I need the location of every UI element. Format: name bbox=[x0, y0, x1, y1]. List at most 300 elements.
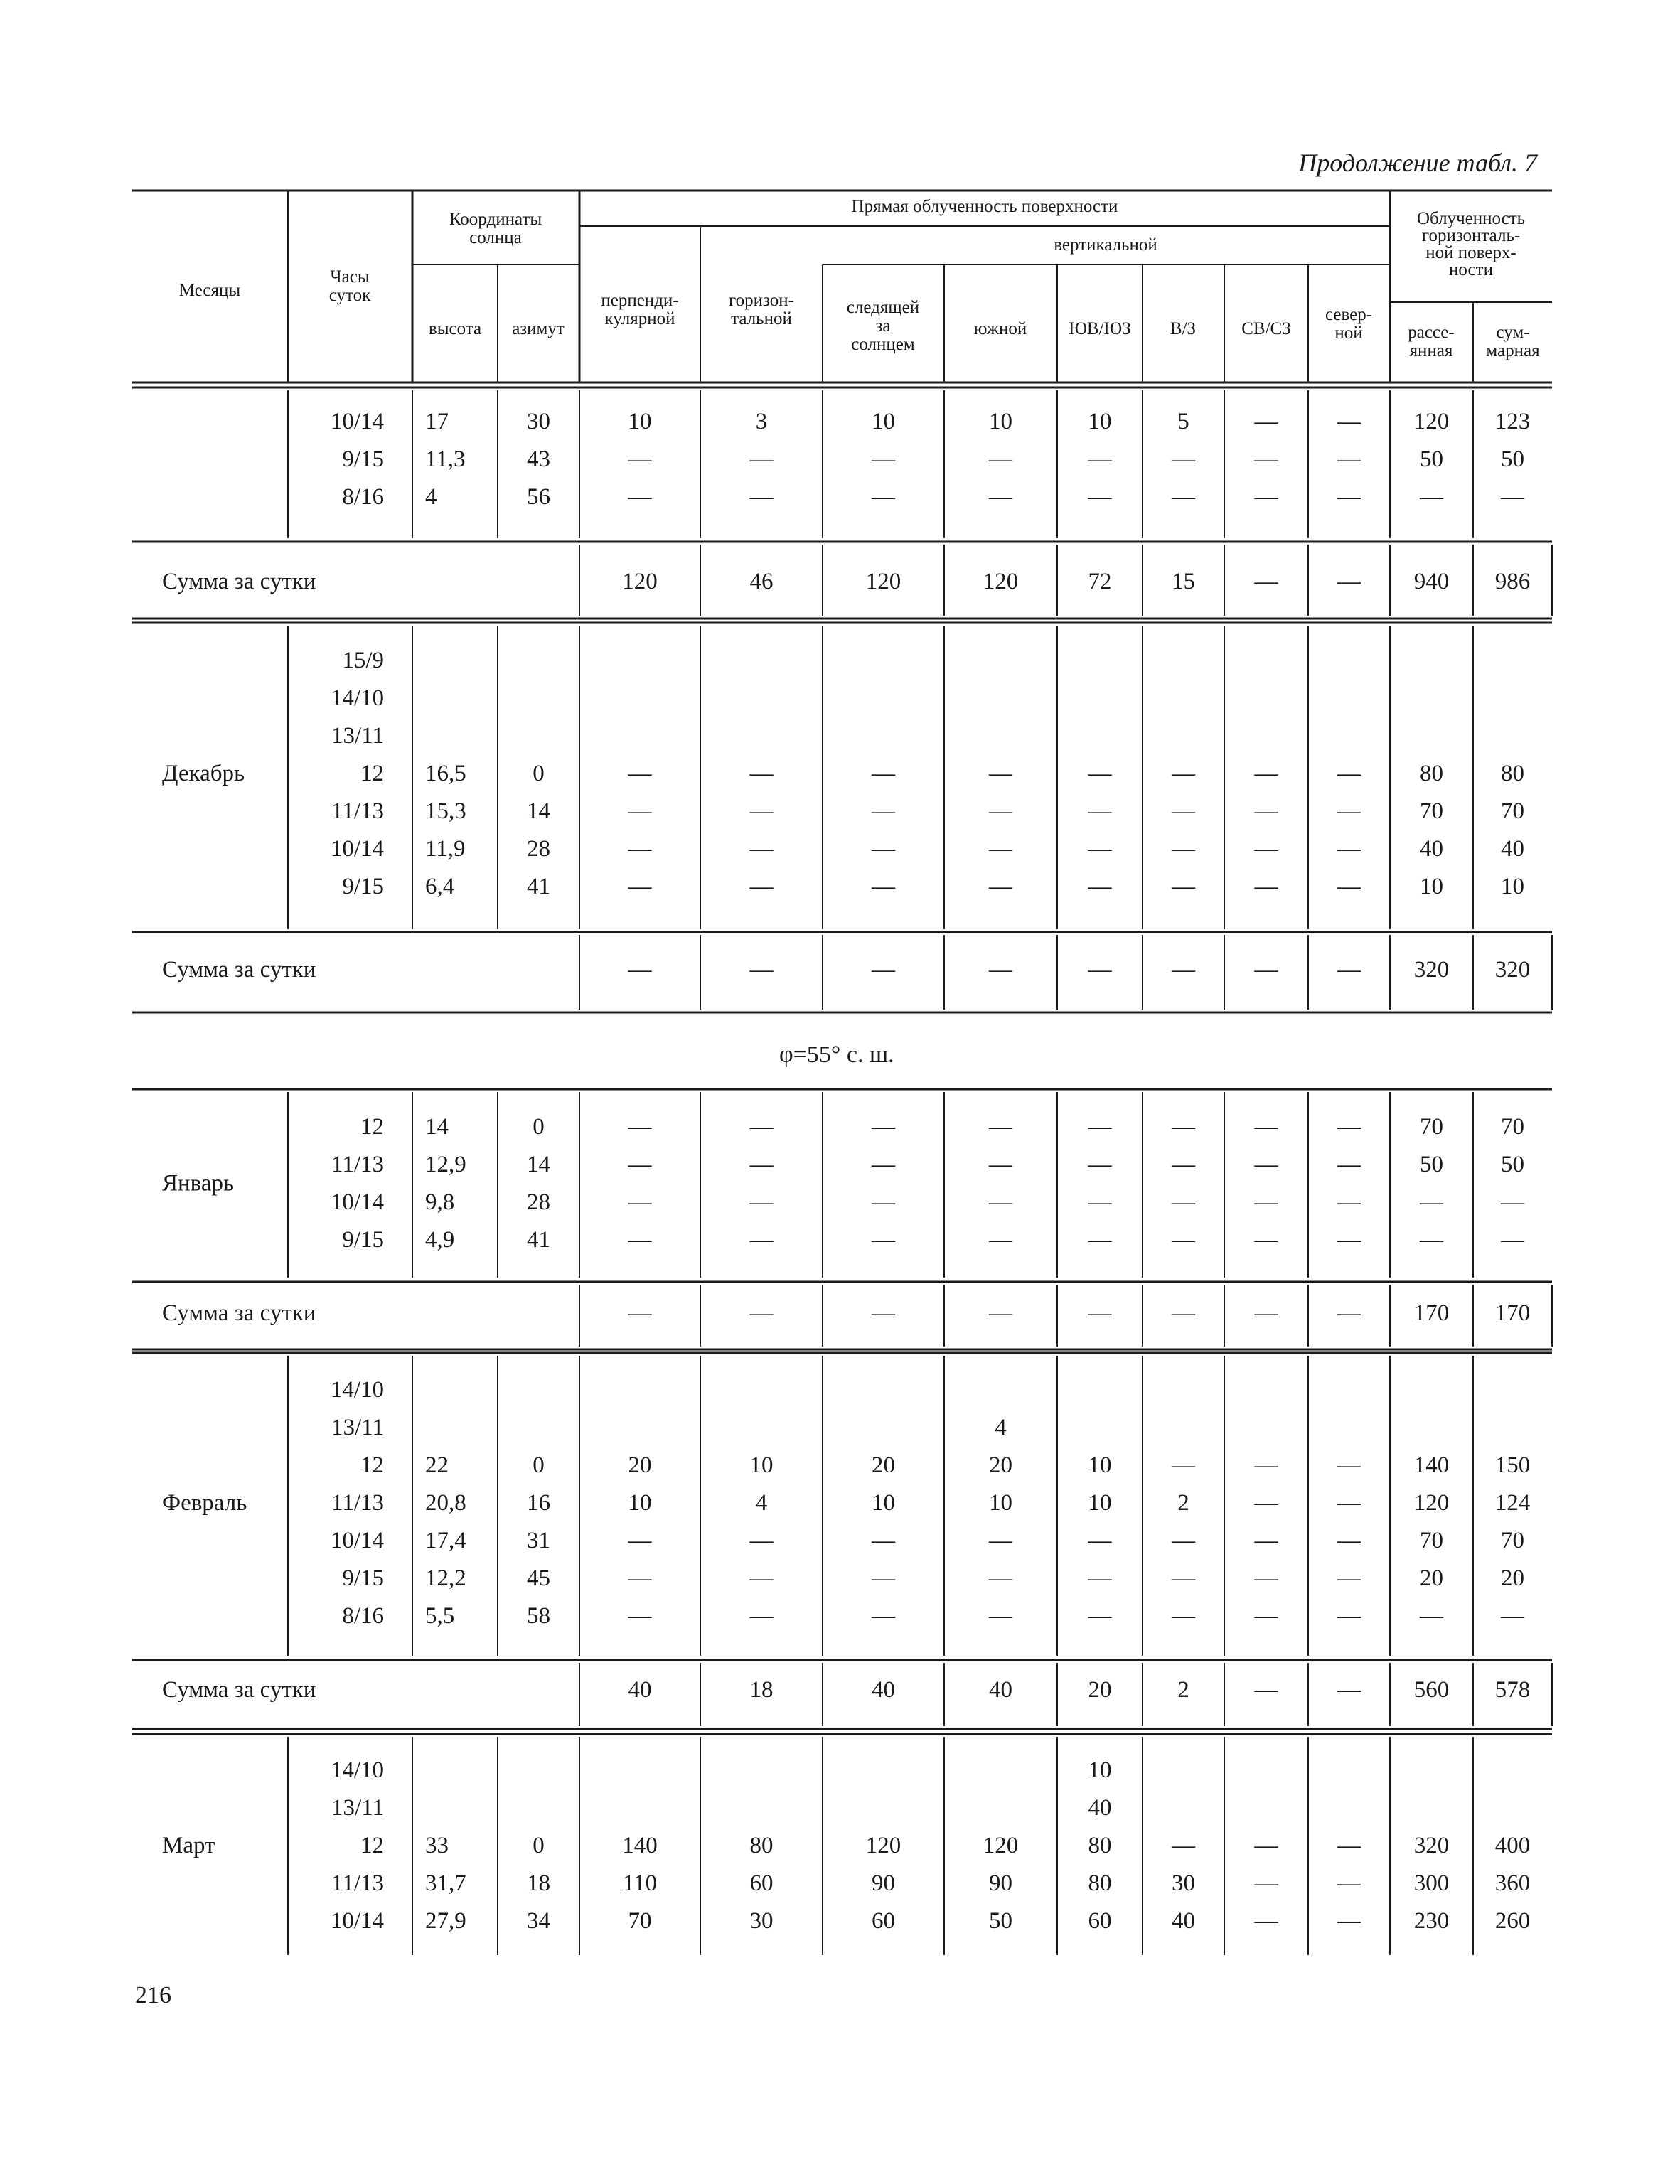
sum-cell: 72 bbox=[1088, 569, 1112, 594]
table-cell: — bbox=[1337, 1227, 1361, 1253]
table-cell: 0 bbox=[533, 761, 545, 786]
table-cell: — bbox=[1172, 1603, 1195, 1629]
table-cell: — bbox=[1337, 1189, 1361, 1215]
table-cell: 5,5 bbox=[425, 1603, 455, 1629]
table-cell: 50 bbox=[1501, 1152, 1524, 1177]
table-cell: — bbox=[1337, 1152, 1361, 1177]
table-cell: 40 bbox=[1088, 1795, 1112, 1821]
month-label: Февраль bbox=[162, 1490, 247, 1516]
table-cell: 43 bbox=[527, 446, 550, 472]
table-cell: — bbox=[628, 446, 652, 472]
header-horiz-irr: ной поверх- bbox=[1425, 243, 1516, 262]
table-cell: 50 bbox=[989, 1908, 1012, 1934]
table-cell: — bbox=[989, 836, 1012, 862]
table-cell: — bbox=[1254, 798, 1278, 824]
table-cell: — bbox=[749, 836, 774, 862]
table-cell: 30 bbox=[749, 1908, 774, 1934]
table-cell: 16,5 bbox=[425, 761, 466, 786]
table-cell: — bbox=[989, 1114, 1012, 1140]
table-cell: 11/13 bbox=[331, 1870, 384, 1896]
header-tracking: солнцем bbox=[851, 335, 915, 354]
table-cell: — bbox=[1337, 1908, 1361, 1934]
header-coords: Координаты bbox=[449, 210, 542, 229]
table-cell: — bbox=[989, 1528, 1012, 1553]
header-total: сум- bbox=[1496, 323, 1530, 342]
table-cell: 80 bbox=[1420, 761, 1443, 786]
table-cell: 8/16 bbox=[342, 1603, 384, 1629]
sum-label: Сумма за сутки bbox=[162, 1300, 316, 1326]
table-cell: 11,9 bbox=[425, 836, 466, 862]
sum-label: Сумма за сутки bbox=[162, 1677, 316, 1703]
table-cell: — bbox=[1172, 1114, 1195, 1140]
table-cell: — bbox=[1501, 1189, 1524, 1215]
table-cell: 41 bbox=[527, 1227, 550, 1253]
table-cell: 34 bbox=[527, 1908, 550, 1934]
table-cell: — bbox=[1172, 836, 1195, 862]
table-cell: 0 bbox=[533, 1114, 545, 1140]
header-perpendicular: кулярной bbox=[604, 309, 675, 328]
table-cell: — bbox=[1254, 1908, 1278, 1934]
table-cell: 5 bbox=[1177, 409, 1189, 434]
table-cell: 80 bbox=[1088, 1870, 1112, 1896]
table-cell: 80 bbox=[749, 1833, 774, 1858]
table-cell: 4 bbox=[995, 1415, 1007, 1440]
table-cell: — bbox=[1172, 1565, 1195, 1591]
table-cell: — bbox=[1337, 1452, 1361, 1478]
table-caption: Продолжение табл. 7 bbox=[1298, 149, 1537, 177]
table-cell: 70 bbox=[1501, 798, 1524, 824]
sum-cell: 15 bbox=[1172, 569, 1195, 594]
table-cell: 50 bbox=[1420, 1152, 1443, 1177]
header-horiz-irr: горизонталь- bbox=[1421, 226, 1521, 245]
table-cell: — bbox=[1254, 1833, 1278, 1858]
sum-cell: 320 bbox=[1494, 957, 1531, 983]
table-cell: 20 bbox=[1420, 1565, 1443, 1591]
sum-cell: — bbox=[1337, 1677, 1361, 1703]
table-cell: — bbox=[1088, 874, 1112, 899]
table-cell: — bbox=[1172, 798, 1195, 824]
table-cell: — bbox=[1337, 798, 1361, 824]
table-cell: 2 bbox=[1177, 1490, 1189, 1516]
table-cell: — bbox=[1172, 1227, 1195, 1253]
sum-cell: 578 bbox=[1494, 1677, 1531, 1703]
table-cell: — bbox=[628, 874, 652, 899]
table-cell: — bbox=[749, 1603, 774, 1629]
table-cell: — bbox=[1088, 761, 1112, 786]
table-cell: 300 bbox=[1413, 1870, 1450, 1896]
table-cell: — bbox=[1254, 1490, 1278, 1516]
table-cell: — bbox=[989, 1152, 1012, 1177]
table-cell: — bbox=[1172, 1833, 1195, 1858]
table-cell: — bbox=[1172, 1452, 1195, 1478]
table-cell: — bbox=[1420, 484, 1443, 510]
table-cell: 14/10 bbox=[330, 1757, 384, 1783]
table-cell: — bbox=[989, 484, 1012, 510]
table-cell: — bbox=[1254, 836, 1278, 862]
sum-cell: — bbox=[628, 957, 652, 983]
header-horiz-irr: ности bbox=[1449, 260, 1493, 279]
table-cell: — bbox=[1254, 761, 1278, 786]
table-cell: 70 bbox=[1420, 1114, 1443, 1140]
sum-cell: 20 bbox=[1088, 1677, 1112, 1703]
table-cell: — bbox=[1254, 874, 1278, 899]
header-coords: солнца bbox=[469, 228, 522, 247]
page-number: 216 bbox=[135, 1982, 171, 2008]
header-diffuse: янная bbox=[1409, 341, 1453, 360]
table-cell: — bbox=[749, 798, 774, 824]
table-cell: — bbox=[1254, 1452, 1278, 1478]
sum-cell: — bbox=[1088, 957, 1112, 983]
sum-cell: 940 bbox=[1413, 569, 1450, 594]
table-cell: 10 bbox=[749, 1452, 774, 1478]
table-cell: 16 bbox=[527, 1490, 550, 1516]
table-cell: — bbox=[1088, 1114, 1112, 1140]
table-cell: 9/15 bbox=[342, 874, 384, 899]
table-cell: 33 bbox=[425, 1833, 449, 1858]
table-cell: 123 bbox=[1494, 409, 1531, 434]
header-total: марная bbox=[1486, 341, 1540, 360]
table-cell: 20 bbox=[1501, 1565, 1524, 1591]
table-cell: — bbox=[1254, 1152, 1278, 1177]
table-cell: 9/15 bbox=[342, 1565, 384, 1591]
header-se-sw: ЮВ/ЮЗ bbox=[1069, 319, 1131, 338]
table-cell: — bbox=[1172, 484, 1195, 510]
header-south: южной bbox=[973, 319, 1027, 338]
table-cell: 150 bbox=[1494, 1452, 1531, 1478]
table-cell: 11/13 bbox=[331, 1152, 384, 1177]
table-cell: 70 bbox=[1501, 1528, 1524, 1553]
header-ne-nw: СВ/СЗ bbox=[1241, 319, 1291, 338]
table-cell: — bbox=[628, 836, 652, 862]
table-cell: — bbox=[749, 874, 774, 899]
sum-cell: — bbox=[1254, 569, 1278, 594]
table-cell: — bbox=[1337, 409, 1361, 434]
table-cell: 40 bbox=[1420, 836, 1443, 862]
table-cell: 60 bbox=[749, 1870, 774, 1896]
table-cell: 60 bbox=[872, 1908, 895, 1934]
table-cell: 9/15 bbox=[342, 1227, 384, 1253]
table-cell: 10/14 bbox=[330, 1528, 384, 1553]
sum-cell: 120 bbox=[983, 569, 1019, 594]
table-cell: — bbox=[872, 1528, 895, 1553]
table-cell: 10 bbox=[628, 409, 652, 434]
header-height: высота bbox=[428, 319, 482, 338]
sum-cell: — bbox=[989, 957, 1012, 983]
table-cell: 4 bbox=[425, 484, 437, 510]
table-cell: — bbox=[1254, 1189, 1278, 1215]
table-cell: 10 bbox=[989, 1490, 1012, 1516]
month-label: Март bbox=[162, 1833, 215, 1858]
table-cell: — bbox=[1501, 484, 1524, 510]
table-cell: — bbox=[1254, 409, 1278, 434]
table-cell: 12 bbox=[360, 1833, 384, 1858]
header-hours: Часы bbox=[330, 267, 370, 287]
table-cell: 12 bbox=[360, 1114, 384, 1140]
table-cell: — bbox=[1172, 874, 1195, 899]
sum-label: Сумма за сутки bbox=[162, 569, 316, 594]
table-cell: — bbox=[628, 798, 652, 824]
sum-label: Сумма за сутки bbox=[162, 957, 316, 983]
table-cell: — bbox=[1088, 798, 1112, 824]
table-cell: — bbox=[1172, 1189, 1195, 1215]
table-cell: — bbox=[1254, 1870, 1278, 1896]
table-cell: 120 bbox=[1413, 409, 1450, 434]
sum-cell: — bbox=[749, 1300, 774, 1326]
table-cell: 11,3 bbox=[425, 446, 466, 472]
sum-cell: — bbox=[872, 1300, 895, 1326]
table-cell: 10 bbox=[1420, 874, 1443, 899]
table-cell: 56 bbox=[527, 484, 550, 510]
table-cell: 12 bbox=[360, 761, 384, 786]
table-cell: — bbox=[1337, 484, 1361, 510]
table-cell: 80 bbox=[1501, 761, 1524, 786]
table-cell: 10 bbox=[989, 409, 1012, 434]
table-cell: — bbox=[1254, 1227, 1278, 1253]
table-cell: 120 bbox=[983, 1833, 1019, 1858]
table-cell: 10 bbox=[628, 1490, 652, 1516]
header-tracking: за bbox=[875, 316, 891, 336]
table-cell: — bbox=[989, 446, 1012, 472]
table-cell: 9,8 bbox=[425, 1189, 455, 1215]
table-cell: 10/14 bbox=[330, 1908, 384, 1934]
header-months: Месяцы bbox=[178, 281, 241, 300]
table-cell: — bbox=[989, 1603, 1012, 1629]
table-cell: 40 bbox=[1501, 836, 1524, 862]
table-cell: — bbox=[872, 446, 895, 472]
table-cell: 90 bbox=[872, 1870, 895, 1896]
table-cell: 10 bbox=[1088, 1757, 1112, 1783]
table-cell: — bbox=[1088, 446, 1112, 472]
table-cell: — bbox=[872, 874, 895, 899]
table-cell: 10 bbox=[872, 409, 895, 434]
table-cell: — bbox=[1254, 1603, 1278, 1629]
header-hours: суток bbox=[328, 286, 371, 305]
table-cell: — bbox=[989, 1189, 1012, 1215]
sum-cell: — bbox=[1088, 1300, 1112, 1326]
table-cell: 50 bbox=[1501, 446, 1524, 472]
table-cell: 80 bbox=[1088, 1833, 1112, 1858]
header-north: север- bbox=[1325, 305, 1373, 324]
sum-cell: 170 bbox=[1494, 1300, 1531, 1326]
table-cell: — bbox=[1337, 1833, 1361, 1858]
sum-cell: 560 bbox=[1413, 1677, 1450, 1703]
table-cell: 18 bbox=[527, 1870, 550, 1896]
table-cell: 20 bbox=[989, 1452, 1012, 1478]
table-cell: 30 bbox=[1172, 1870, 1195, 1896]
header-diffuse: рассе- bbox=[1408, 323, 1455, 342]
table-cell: 20 bbox=[628, 1452, 652, 1478]
table-cell: 17,4 bbox=[425, 1528, 466, 1553]
sum-cell: — bbox=[1254, 1300, 1278, 1326]
table-cell: 120 bbox=[1413, 1490, 1450, 1516]
table-cell: 13/11 bbox=[331, 1415, 384, 1440]
header-e-w: В/З bbox=[1170, 319, 1197, 338]
table-cell: — bbox=[749, 446, 774, 472]
table-cell: 70 bbox=[1501, 1114, 1524, 1140]
table-cell: — bbox=[1088, 836, 1112, 862]
sum-cell: — bbox=[1172, 1300, 1195, 1326]
table-cell: — bbox=[749, 1528, 774, 1553]
table-cell: — bbox=[872, 761, 895, 786]
table-cell: 13/11 bbox=[331, 1795, 384, 1821]
month-label: Январь bbox=[162, 1170, 235, 1197]
sum-cell: — bbox=[1337, 1300, 1361, 1326]
table-cell: 12,9 bbox=[425, 1152, 466, 1177]
table-cell: 140 bbox=[1413, 1452, 1450, 1478]
header-horizontal: тальной bbox=[731, 309, 792, 328]
table-cell: — bbox=[628, 1114, 652, 1140]
table-cell: 12,2 bbox=[425, 1565, 466, 1591]
table-cell: 41 bbox=[527, 874, 550, 899]
table-cell: — bbox=[1254, 1565, 1278, 1591]
table-cell: — bbox=[872, 836, 895, 862]
table-cell: 140 bbox=[622, 1833, 658, 1858]
table-cell: — bbox=[872, 1114, 895, 1140]
table-cell: 14/10 bbox=[330, 685, 384, 711]
header-vertical: вертикальной bbox=[1054, 235, 1157, 255]
table-cell: 11/13 bbox=[331, 1490, 384, 1516]
table-cell: — bbox=[1254, 446, 1278, 472]
table-cell: — bbox=[628, 1227, 652, 1253]
table-cell: — bbox=[872, 1227, 895, 1253]
table-cell: — bbox=[1172, 446, 1195, 472]
sum-cell: 40 bbox=[872, 1677, 895, 1703]
sum-cell: 40 bbox=[989, 1677, 1012, 1703]
table-cell: — bbox=[1337, 1565, 1361, 1591]
table-cell: 28 bbox=[527, 1189, 550, 1215]
table-cell: — bbox=[628, 1565, 652, 1591]
sum-cell: — bbox=[628, 1300, 652, 1326]
month-label: Декабрь bbox=[162, 761, 245, 786]
table-cell: 124 bbox=[1494, 1490, 1531, 1516]
table-cell: 10 bbox=[1088, 1452, 1112, 1478]
table-cell: — bbox=[749, 761, 774, 786]
table-cell: 13/11 bbox=[331, 723, 384, 749]
table-cell: 28 bbox=[527, 836, 550, 862]
table-cell: 120 bbox=[865, 1833, 901, 1858]
sum-cell: 46 bbox=[749, 569, 774, 594]
table-cell: — bbox=[749, 1189, 774, 1215]
table-cell: 40 bbox=[1172, 1908, 1195, 1934]
table-cell: 70 bbox=[1420, 798, 1443, 824]
sum-cell: — bbox=[872, 957, 895, 983]
table-cell: 11/13 bbox=[331, 798, 384, 824]
table-cell: — bbox=[628, 1152, 652, 1177]
table-cell: 14 bbox=[527, 1152, 550, 1177]
table-cell: 12 bbox=[360, 1452, 384, 1478]
table-cell: — bbox=[1088, 1603, 1112, 1629]
table-cell: — bbox=[1337, 1603, 1361, 1629]
sum-cell: — bbox=[1337, 957, 1361, 983]
table-cell: — bbox=[749, 1565, 774, 1591]
sum-cell: 2 bbox=[1177, 1677, 1189, 1703]
sum-cell: — bbox=[1337, 569, 1361, 594]
table-cell: 10 bbox=[1088, 1490, 1112, 1516]
table-cell: — bbox=[628, 484, 652, 510]
table-cell: — bbox=[1337, 446, 1361, 472]
sum-cell: 40 bbox=[628, 1677, 652, 1703]
sum-cell: 320 bbox=[1413, 957, 1450, 983]
table-cell: 0 bbox=[533, 1452, 545, 1478]
table-cell: — bbox=[1088, 1565, 1112, 1591]
sum-cell: 120 bbox=[622, 569, 658, 594]
header-azimuth: азимут bbox=[512, 319, 565, 338]
table-cell: — bbox=[989, 798, 1012, 824]
table-cell: 110 bbox=[622, 1870, 658, 1896]
table-cell: 22 bbox=[425, 1452, 449, 1478]
table-cell: — bbox=[1337, 1490, 1361, 1516]
table-cell: 15,3 bbox=[425, 798, 466, 824]
table-cell: — bbox=[1337, 1114, 1361, 1140]
table-cell: — bbox=[1254, 484, 1278, 510]
table-cell: — bbox=[1088, 484, 1112, 510]
table-cell: — bbox=[872, 484, 895, 510]
sum-cell: — bbox=[1254, 1677, 1278, 1703]
table-cell: 20 bbox=[872, 1452, 895, 1478]
table-cell: 3 bbox=[755, 409, 768, 434]
table-cell: — bbox=[628, 1528, 652, 1553]
table-cell: 260 bbox=[1494, 1908, 1531, 1934]
table-cell: 14 bbox=[425, 1114, 449, 1140]
table-cell: — bbox=[1337, 874, 1361, 899]
table-cell: — bbox=[628, 761, 652, 786]
table-cell: 14/10 bbox=[330, 1377, 384, 1403]
table-cell: 27,9 bbox=[425, 1908, 466, 1934]
table-cell: 9/15 bbox=[342, 446, 384, 472]
table-cell: — bbox=[628, 1189, 652, 1215]
table-cell: — bbox=[872, 1189, 895, 1215]
table-cell: 4 bbox=[755, 1490, 768, 1516]
table-cell: 30 bbox=[527, 409, 550, 434]
table-cell: 50 bbox=[1420, 446, 1443, 472]
table-cell: — bbox=[1420, 1603, 1443, 1629]
sum-cell: 986 bbox=[1494, 569, 1531, 594]
sum-cell: — bbox=[1254, 957, 1278, 983]
table-cell: — bbox=[989, 1565, 1012, 1591]
table-cell: 320 bbox=[1413, 1833, 1450, 1858]
table-cell: — bbox=[1254, 1528, 1278, 1553]
table-cell: 45 bbox=[527, 1565, 550, 1591]
table-cell: 10 bbox=[1501, 874, 1524, 899]
header-horiz-irr: Облученность bbox=[1416, 209, 1526, 228]
table-cell: — bbox=[749, 1152, 774, 1177]
table-cell: — bbox=[1337, 1870, 1361, 1896]
table-cell: — bbox=[872, 1152, 895, 1177]
table-cell: — bbox=[1172, 1528, 1195, 1553]
table-cell: — bbox=[872, 798, 895, 824]
table-cell: — bbox=[1337, 836, 1361, 862]
sum-cell: 120 bbox=[865, 569, 901, 594]
table-cell: — bbox=[1088, 1189, 1112, 1215]
sum-cell: 170 bbox=[1413, 1300, 1450, 1326]
table-cell: 10 bbox=[872, 1490, 895, 1516]
header-north: ной bbox=[1334, 323, 1363, 343]
table-cell: — bbox=[1172, 1152, 1195, 1177]
sum-cell: — bbox=[1172, 957, 1195, 983]
header-perpendicular: перпенди- bbox=[601, 291, 679, 310]
table-cell: 6,4 bbox=[425, 874, 455, 899]
table-cell: 15/9 bbox=[342, 648, 384, 673]
table-cell: — bbox=[1254, 1114, 1278, 1140]
table-cell: — bbox=[1172, 761, 1195, 786]
table-cell: 70 bbox=[1420, 1528, 1443, 1553]
table-cell: — bbox=[989, 761, 1012, 786]
table-cell: — bbox=[872, 1603, 895, 1629]
table-cell: 17 bbox=[425, 409, 449, 434]
table-cell: — bbox=[1420, 1227, 1443, 1253]
table-cell: 0 bbox=[533, 1833, 545, 1858]
table-cell: — bbox=[1088, 1152, 1112, 1177]
